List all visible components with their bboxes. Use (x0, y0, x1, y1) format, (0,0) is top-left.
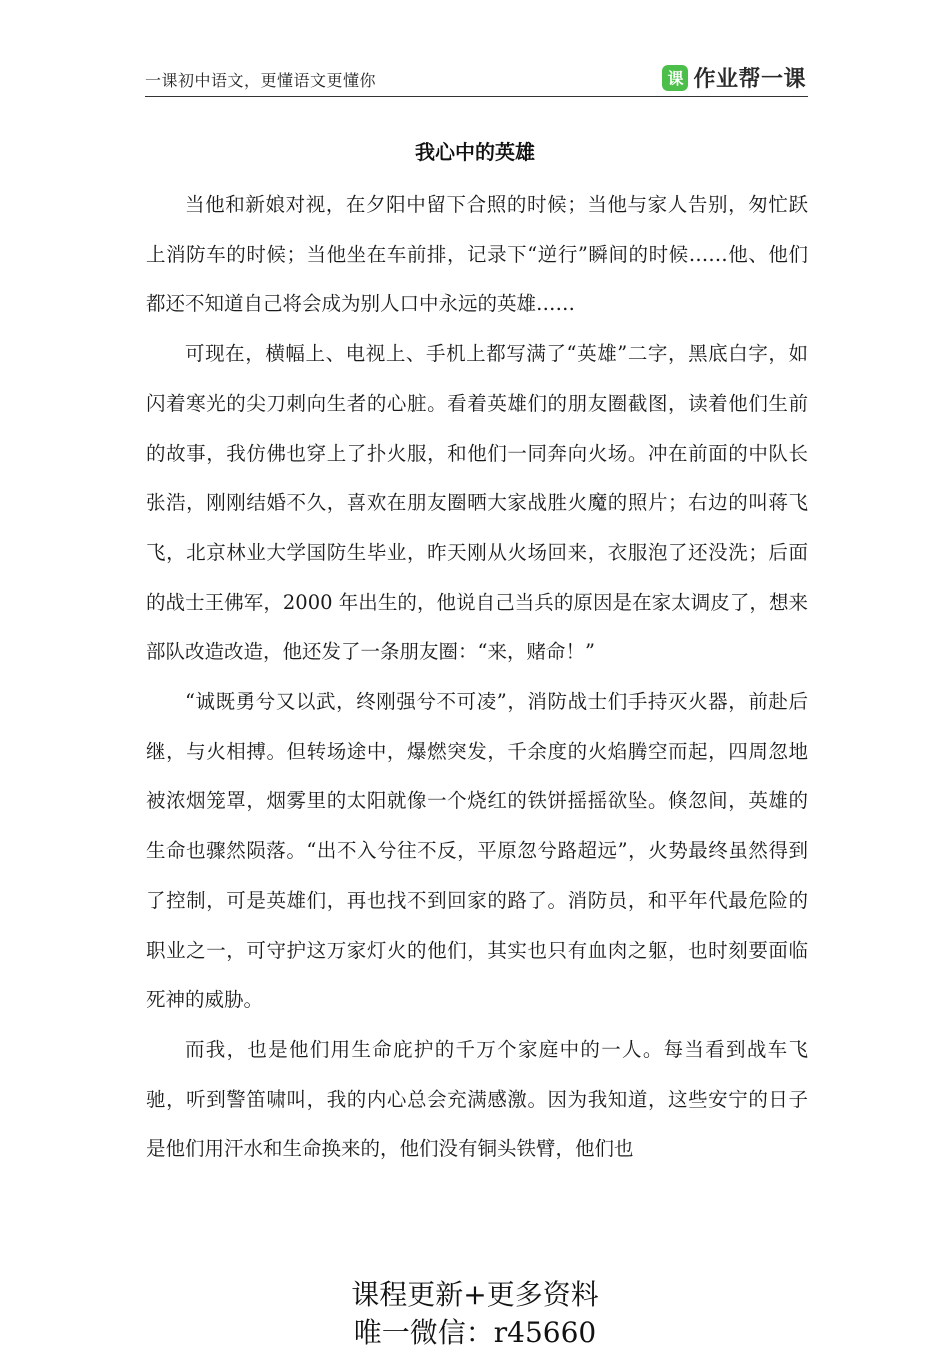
footer-line-2: 唯一微信：r45660 (353, 1316, 597, 1349)
brand-logo (662, 62, 806, 93)
paragraph-1: 当他和新娘对视，在夕阳中留下合照的时候；当他与家人告别，匆忙跃上消防车的时候；当他坐在车前排，记录下“逆行”瞬间的时候……他、他们都还不知道自己将会成为别人口中永远的英雄…… (146, 193, 808, 316)
article-title: 我心中的英雄 (415, 140, 535, 164)
paragraph-4: 而我，也是他们用生命庇护的千万个家庭中的一人。每当看到战车飞驰，听到警笛啸叫，我的内心总会充满感激。因为我知道，这些安宁的日子是他们用汗水和生命换来的，他们没有铜头铁臂，他们也 (146, 1037, 808, 1161)
footer-line-1: 课程更新+更多资料 (351, 1278, 599, 1311)
header-slogan: 一课初中语文，更懂语文更懂你 (145, 71, 377, 90)
brand-logo-icon: 课 (662, 65, 688, 91)
paragraph-2: 可现在，横幅上、电视上、手机上都写满了“英雄”二字，黑底白字，如闪着寒光的尖刀刺向生者的心脏。看着英雄们的朋友圈截图，读着他们生前的故事，我仿佛也穿上了扑火服，和他们一同奔向火场。冲在前面的中队长张浩，刚刚结婚不久，喜欢在朋友圈晒大家战胜火魔的照片；右边的叫蒋飞飞，北京林业大学国防生毕业，昨天刚从火场回来，衣服泡了还没洗；后面的战士王佛军，2000 年出生的，他说自己当兵的原因是在家太调皮了，想来部队改造改造，他还发了一条朋友圈：“来，赌命！” (146, 342, 808, 664)
brand-name: 作业帮一课 (693, 67, 806, 92)
page-header (145, 62, 808, 97)
paragraph-3: “诚既勇兮又以武，终刚强兮不可凌”，消防战士们手持灭火器，前赴后继，与火相搏。但转场途中，爆燃突发，千余度的火焰腾空而起，四周忽地被浓烟笼罩，烟雾里的太阳就像一个烧红的铁饼摇摇欲坠。倏忽间，英雄的生命也骤然陨落。“出不入兮往不反，平原忽兮路超远”，火势最终虽然得到了控制，可是英雄们，再也找不到回家的路了。消防员，和平年代最危险的职业之一，可守护这万家灯火的他们，其实也只有血肉之躯，也时刻要面临死神的威胁。 (146, 690, 808, 1012)
page-footer (0, 1276, 950, 1352)
article-body (146, 180, 808, 1174)
